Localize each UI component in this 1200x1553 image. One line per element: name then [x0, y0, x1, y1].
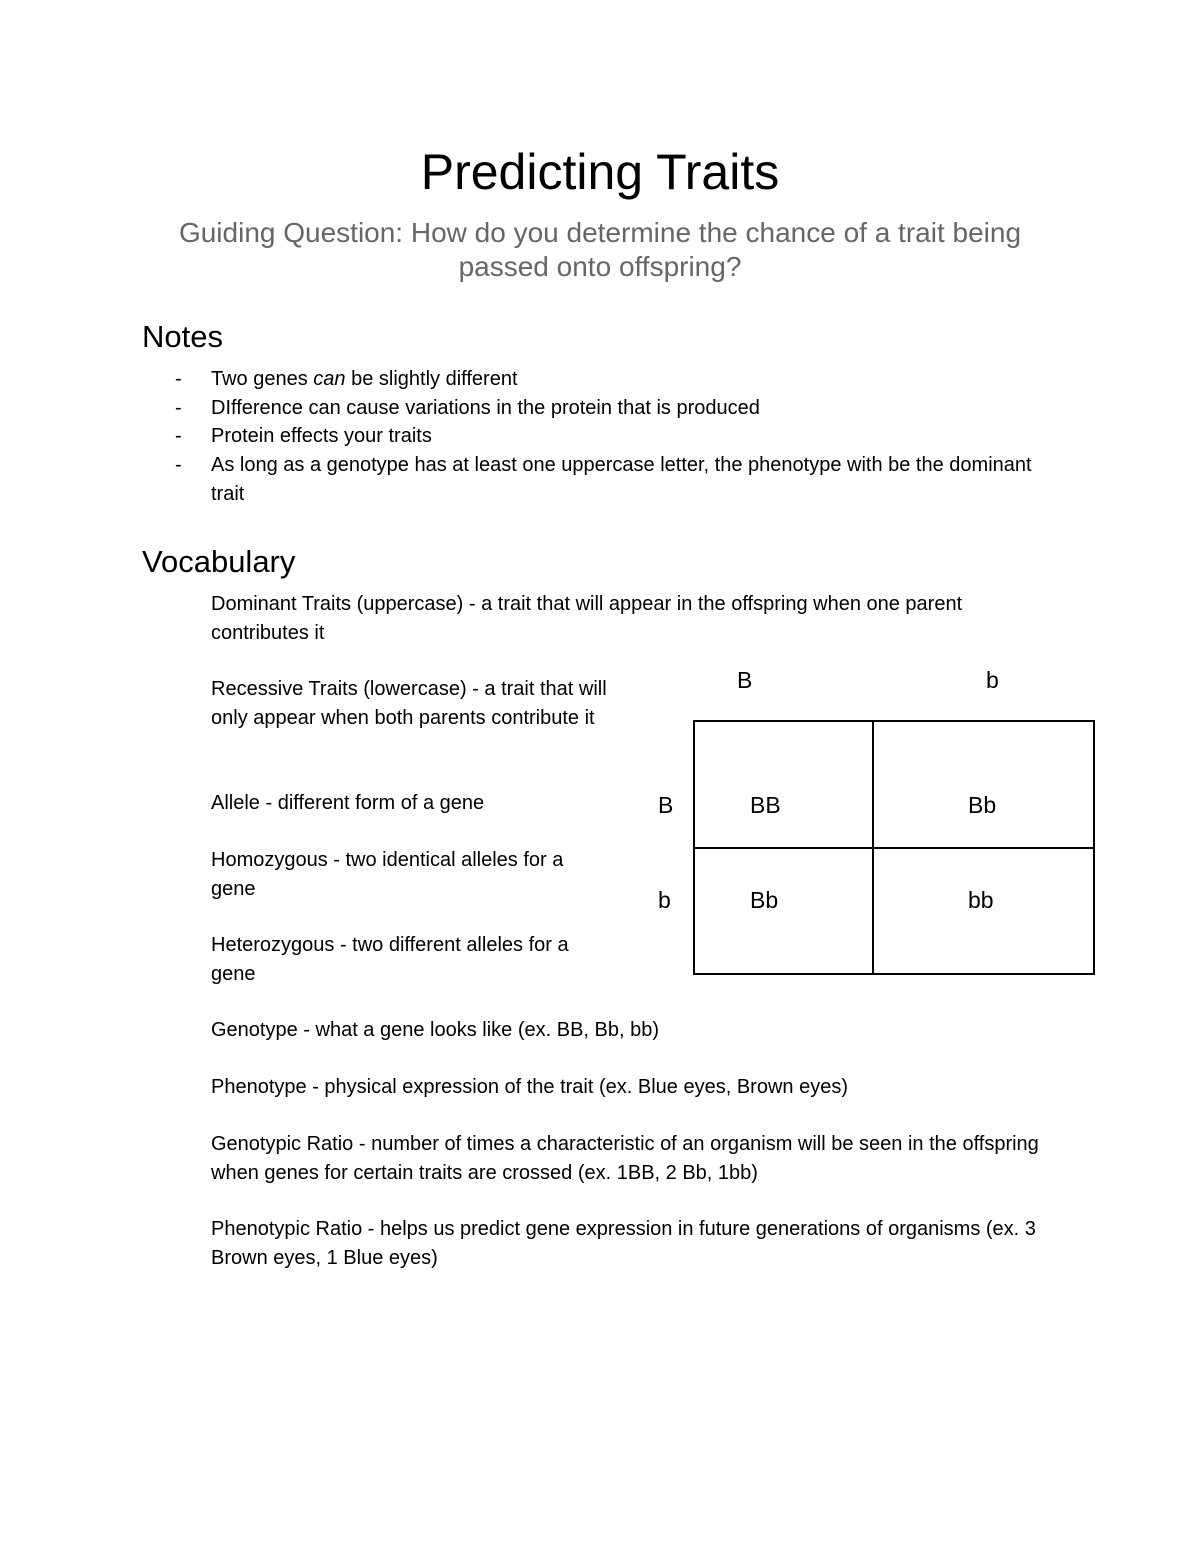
list-bullet: -	[175, 396, 182, 419]
list-bullet: -	[175, 425, 182, 448]
note-text: As long as a genotype has at least one uppercase letter, the phenotype with be the dominant trait	[211, 454, 1032, 505]
punnett-col-header: B	[737, 667, 753, 693]
grid-divider	[695, 847, 1093, 849]
vocab-homozygous: Homozygous - two identical alleles for a gene	[211, 849, 564, 900]
punnett-grid	[693, 720, 1095, 975]
list-item	[142, 451, 1042, 508]
punnett-row-header: B	[658, 792, 674, 818]
note-emphasis: can	[313, 368, 346, 390]
guiding-question: Guiding Question: How do you determine the chance of a trait being passed onto offspring?	[178, 217, 1022, 282]
punnett-cell: bb	[968, 887, 994, 913]
vocab-phenotype: Phenotype - physical expression of the trait (ex. Blue eyes, Brown eyes)	[211, 1076, 848, 1098]
list-item	[142, 422, 1042, 451]
vocab-recessive-traits: Recessive Traits (lowercase) - a trait that will only appear when both parents contribute it	[211, 678, 607, 729]
note-text: Protein effects your traits	[211, 425, 432, 448]
punnett-cell: BB	[750, 792, 781, 818]
notes-list	[142, 365, 1042, 509]
list-item	[142, 365, 1042, 394]
punnett-square	[650, 660, 1110, 990]
note-text: Two genes	[211, 368, 314, 390]
punnett-cell: Bb	[750, 887, 779, 913]
list-item	[142, 394, 1042, 423]
punnett-row-header: b	[658, 887, 671, 913]
notes-heading: Notes	[142, 319, 223, 354]
punnett-col-header: b	[986, 667, 999, 693]
vocab-phenotypic-ratio: Phenotypic Ratio - helps us predict gene expression in future generations of organisms (ex. 3 Brown eyes, 1 Blue eyes)	[211, 1218, 1036, 1269]
vocab-genotypic-ratio: Genotypic Ratio - number of times a characteristic of an organism will be seen in the offspring when genes for certain traits are crossed (ex. 1BB, 2 Bb, 1bb)	[211, 1133, 1039, 1184]
punnett-cell: Bb	[968, 792, 997, 818]
vocabulary-heading: Vocabulary	[142, 544, 296, 579]
vocab-dominant-traits: Dominant Traits (uppercase) - a trait that will appear in the offspring when one parent contributes it	[211, 593, 963, 644]
vocab-heterozygous: Heterozygous - two different alleles for a gene	[211, 934, 569, 985]
page-title: Predicting Traits	[420, 144, 780, 200]
note-text: DIfference can cause variations in the protein that is produced	[211, 396, 760, 419]
note-text: be slightly different	[345, 368, 518, 390]
list-bullet: -	[175, 368, 182, 390]
vocab-allele: Allele - different form of a gene	[211, 792, 485, 814]
vocab-genotype: Genotype - what a gene looks like (ex. BB, Bb, bb)	[211, 1019, 660, 1041]
list-bullet: -	[175, 454, 182, 477]
